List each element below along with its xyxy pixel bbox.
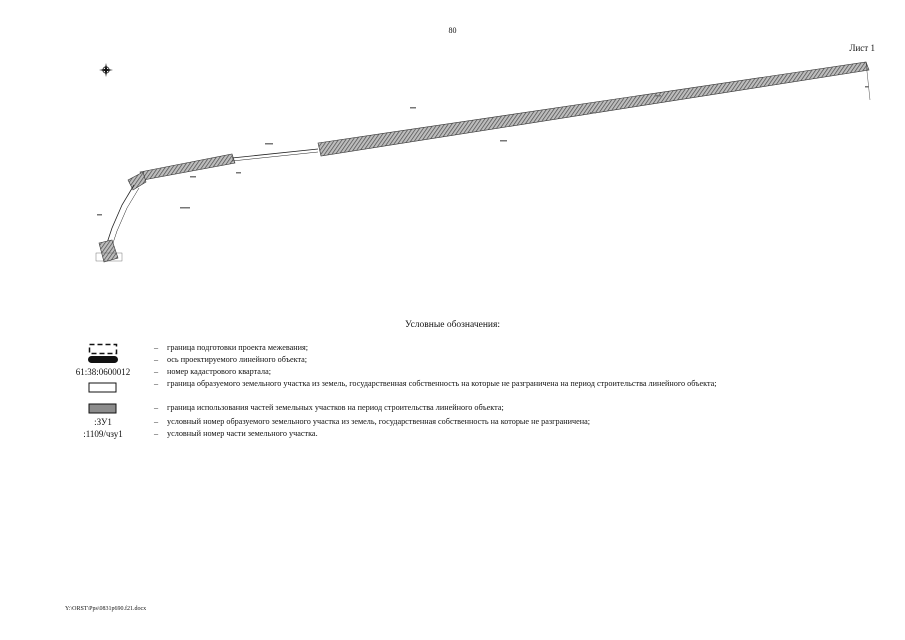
land-use-strip [128,62,869,190]
legend-dash: – [154,379,159,388]
legend-dash: – [154,403,159,412]
dashed-boundary-symbol [60,343,146,355]
legend-description: условный номер образуемого земельного участка из земель, государственная собственность на которые не разграничена; [167,417,591,426]
plot-number-symbol: :ЗУ1 [94,417,112,427]
cadastral-quarter-symbol: 61:38:0600012 [75,367,131,377]
file-path: Y:\ORST\Pps\0831p690.f21.docx [65,606,147,612]
legend-description: граница образуемого земельного участка из земель, государственная собственность на которые не разграничена на период строительства линейного объекта; [167,379,717,388]
page-number: 80 [448,26,457,35]
legend-dash: – [154,429,159,438]
sheet-label: Лист 1 [849,43,875,53]
legend-description: номер кадастрового квартала; [167,367,271,376]
lower-plot [96,240,122,262]
legend-description: условный номер части земельного участка. [167,429,318,438]
axis-symbol [60,355,146,367]
legend-description: граница использования частей земельных участков на период строительства линейного объекта; [167,403,504,412]
legend-description: ось проектируемого линейного объекта; [167,355,308,364]
legend-dash: – [154,367,159,376]
legend-dash: – [154,343,159,352]
legend-title: Условные обозначения: [404,320,500,330]
compass-rose-icon [99,63,113,77]
map-annotations [97,86,869,216]
survey-map [0,0,905,300]
plot-part-number-symbol: :1109/чзу1 [83,429,123,439]
plot-part-symbol [60,403,146,415]
land-plot-symbol [60,382,146,394]
legend-dash: – [154,355,159,364]
legend-description: граница подготовки проекта межевания; [167,343,309,352]
legend-dash: – [154,417,159,426]
